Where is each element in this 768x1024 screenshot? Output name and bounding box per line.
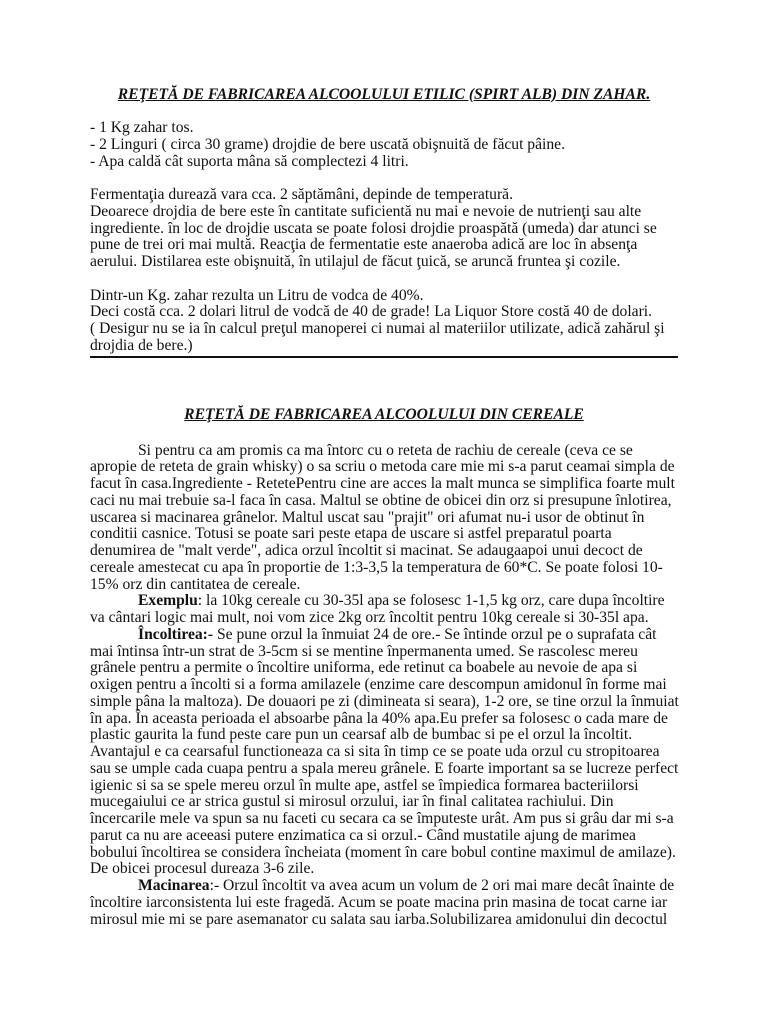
cereal-recipe-title-block <box>90 407 678 424</box>
cost-line: Dintr-un Kg. zahar rezulta un Litru de vodca de 40%. <box>90 286 424 304</box>
paragraph-line: caci nu mai trebuie sa-l faca în casa. Maltul se obtine de obicei din orz si presupune înlotirea, <box>90 491 672 509</box>
fermentation-line: Fermentaţia durează vara cca. 2 săptămâni, depinde de temperatură. <box>90 186 513 204</box>
ingredient-line: - 2 Linguri ( circa 30 grame) drojdie de bere uscată obişnuită de făcut pâine. <box>90 135 565 153</box>
cost-line: drojdia de bere.) <box>90 336 193 354</box>
paragraph-line: mai întinsa într-un strat de 3-5cm si se mentine înpermanenta umed. Se rascolesc mereu <box>90 642 638 660</box>
paragraph-line: plastic gaurita la fund peste care pun un cearsaf alb de bumbac si pe el orzul la încoltit. <box>90 726 633 744</box>
milling-heading: Macinarea <box>138 877 210 895</box>
section-divider <box>90 356 678 358</box>
ingredient-line: - Apa caldă cât suporta mâna să complectezi 4 litri. <box>90 152 409 170</box>
germination-heading: Încoltirea:- <box>138 625 214 643</box>
paragraph-line: denumirea de "malt verde", adica orzul încoltit si macinat. Se adaugaapoi unui decoct de <box>90 542 643 560</box>
fermentation-line: aerului. Distilarea este obişnuită, în utilajul de făcut ţuică, se aruncă fruntea şi cozile. <box>90 253 621 271</box>
blank-line <box>90 103 678 120</box>
paragraph-line: cereale amestecat cu apa în proportie de 1:3-3,5 la temperatura de 60*C. Se poate folosi 10- <box>90 558 663 576</box>
fermentation-line: Deoarece drojdia de bere este în cantitate suficientă nu mai e nevoie de nutrienţi sau alte <box>90 202 642 220</box>
milling-paragraph-line <box>90 878 678 895</box>
paragraph-line: Avantajul e ca cearsaful functioneaza ca si sita în timp ce se poate uda orzul cu stropitoarea <box>90 743 660 761</box>
paragraph-line: încoltire iarconsistenta lui este fragedă. Acum se poate macina prin masina de tocat carne iar <box>90 893 668 911</box>
paragraph-line: va cântari logic mai mult, noi vom zice 2kg orz încoltit pentru 10kg cereale si 30-35l apa. <box>90 609 649 627</box>
paragraph-line: apropie de reteta de grain whisky) o sa scriu o metoda care mie mi s-a parut ceamai simpla de <box>90 458 675 476</box>
example-text: : la 10kg cereale cu 30-35l apa se folosesc 1-1,5 kg orz, care dupa încoltire <box>197 592 665 610</box>
fermentation-line: ingrediente. în loc de drojdie uscata se poate folosi drojdie proaspătă (umeda) dar atunci se <box>90 219 657 237</box>
ingredient-line: - 1 Kg zahar tos. <box>90 119 194 137</box>
cereal-recipe-title: REŢETĂ DE FABRICAREA ALCOOLULUI DIN CEREALE <box>184 405 584 423</box>
example-paragraph-line <box>90 593 678 610</box>
paragraph-line: facut în casa.Ingrediente - RetetePentru cine are acces la malt munca se simplifica foarte mult <box>90 475 675 493</box>
paragraph-line: încercarile mele va spun sa nu faceti cu secara ca se împuteste urât. Am pus si grâu dar mi s-a <box>90 810 674 828</box>
paragraph-line: mirosul mie mi se pare asemanator cu salata sau iarba.Solubilizarea amidonului din decoctul <box>90 910 668 928</box>
germination-text: Se pune orzul la înmuiat 24 de ore.- Se întinde orzul pe o suprafata cât <box>213 625 657 643</box>
sugar-recipe-section <box>90 87 678 355</box>
milling-text: :- Orzul încoltit va avea acum un volum de 2 ori mai mare decât înainte de <box>209 877 675 895</box>
blank-line <box>90 170 678 187</box>
cost-line: ( Desigur nu se ia în calcul preţul manoperei ci numai al materiilor utilizate, adică zahărul şi <box>90 320 665 338</box>
example-heading: Exemplu <box>138 592 198 610</box>
germination-paragraph-line <box>90 627 678 644</box>
paragraph-line: grânele pentru a permite o încoltire uniforma, ede retinut ca boabele au nevoie de apa si <box>90 659 638 677</box>
fermentation-line: pune de trei ori mai multă. Reacţia de fermentatie este anaeroba adică are loc în absenţa <box>90 236 638 254</box>
blank-line <box>90 271 678 288</box>
paragraph-line: parut ca nu are aceeasi putere enzimatica ca si orzul.- Când mustatile ajung de marimea <box>90 826 636 844</box>
paragraph-line: oxigen pentru a încolti si a forma amilazele (enzime care descompun amidonul în forme mai <box>90 676 667 694</box>
paragraph-line: mucegaiului ce ar strica gustul si mirosul orzului, iar în final calitatea rachiului. Din <box>90 793 614 811</box>
paragraph-line: sau se umple cada cuapa pentru a spala mereu grânele. E foarte important sa se lucreze perfect <box>90 759 679 777</box>
paragraph-line: bobului încoltirea se considera încheiata (moment în care bobul contine maximul de amilaze). <box>90 843 676 861</box>
paragraph-line: De obicei procesul dureaza 3-6 zile. <box>90 860 315 878</box>
cost-line: Deci costă cca. 2 dolari litrul de vodcă de 40 de grade! La Liquor Store costă 40 de dolari. <box>90 303 653 321</box>
paragraph-line: Si pentru ca am promis ca ma întorc cu o reteta de rachiu de cereale (ceva ce se <box>138 441 633 459</box>
paragraph-line: igienic si sa se spele mereu orzul în multe ape, astfel se împiedica formarea bacteriilorsi <box>90 776 639 794</box>
paragraph-line: uscarea si macinarea grânelor. Maltul uscat sau "prajit" ori afumat nu-i usor de obtinut în <box>90 508 645 526</box>
paragraph-line: 15% orz din cantitatea de cereale. <box>90 575 301 593</box>
paragraph-line: în apa. În aceasta perioada el absoarbe pâna la 40% apa.Eu prefer sa folosesc o cada mare de <box>90 709 668 727</box>
paragraph-line: simple pâna la maltoza). De douaori pe zi (dimineata si seara), 1-2 ore, se tine orzul la înmuiat <box>90 692 679 710</box>
paragraph-line: conditii casnice. Totusi se poate sari peste etapa de uscare si astfel preparatul poarta <box>90 525 612 543</box>
sugar-recipe-title: REŢETĂ DE FABRICAREA ALCOOLULUI ETILIC (SPIRT ALB) DIN ZAHAR. <box>117 85 651 103</box>
cereal-recipe-section <box>90 443 678 929</box>
